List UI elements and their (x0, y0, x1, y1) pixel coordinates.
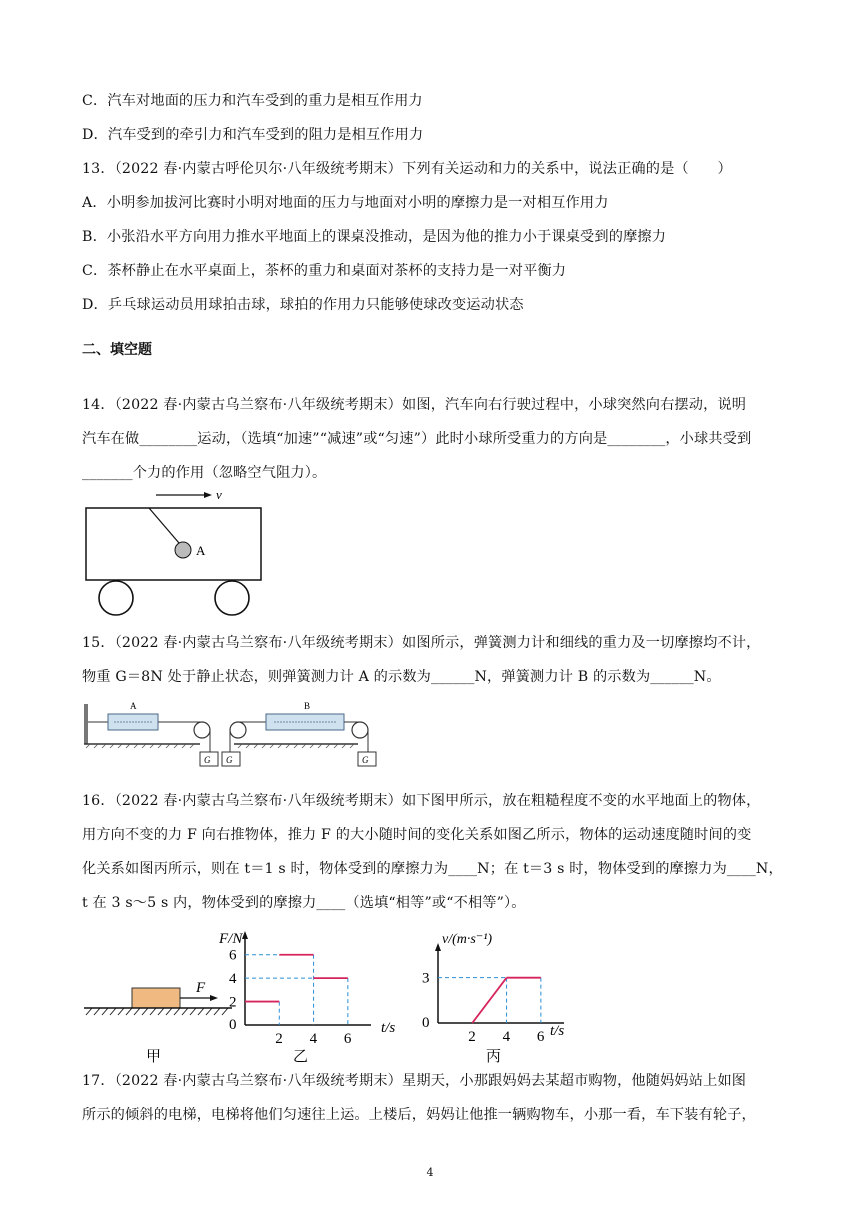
pendulum-string (149, 508, 179, 543)
bing-x-tick-6: 6 (536, 1029, 545, 1045)
bing-segment-2 (472, 978, 506, 1023)
bing-y-arrow (435, 943, 441, 951)
bing-ylabel: v/(m·s⁻¹) (442, 932, 493, 947)
meter-a-label: A (130, 701, 137, 711)
question-17-line1: 17．（2022 春·内蒙古乌兰察布·八年级统考期末）星期天，小那跟妈妈去某超市购物，他随妈妈站上如图 (82, 1073, 747, 1089)
velocity-label: v (216, 487, 222, 502)
ground-hatch (86, 1008, 228, 1015)
block (132, 988, 180, 1008)
question-16-line2: 用方向不变的力 F 向右推物体，推力 F 的大小随时间的变化关系如图乙所示，物体的运动速度随时间的变 (82, 827, 752, 843)
bing-origin: 0 (422, 1015, 430, 1031)
bing-xlabel: t/s (550, 1023, 565, 1039)
question-16-line4: t 在 3 s～5 s 内，物体受到的摩擦力____（选填“相等”或“不相等”）。 (82, 895, 526, 911)
weight-a-label: G (204, 755, 211, 765)
yi-y-tick-4: 4 (229, 971, 237, 988)
pulley-b-left (230, 722, 246, 738)
option-d-q12: D．汽车受到的牵引力和汽车受到的阻力是相互作用力 (82, 127, 424, 143)
yi-y-arrow (242, 931, 248, 939)
chart-bing (408, 925, 583, 1065)
question-14-line3: _______个力的作用（忽略空气阻力）。 (82, 465, 327, 481)
yi-xlabel: t/s (381, 1020, 396, 1036)
question-14-line1: 14．（2022 春·内蒙古乌兰察布·八年级统考期末）如图，汽车向右行驶过程中，小球突然向右摆动，说明 (82, 397, 747, 413)
question-15-line1: 15．（2022 春·内蒙古乌兰察布·八年级统考期末）如图所示，弹簧测力计和细线的重力及一切摩擦均不计， (82, 635, 761, 651)
caption-bing: 丙 (486, 1049, 502, 1065)
caption-jia: 甲 (146, 1049, 162, 1065)
yi-y-tick-6: 6 (229, 947, 237, 964)
pendulum-ball (175, 542, 191, 558)
bing-x-tick-2: 2 (468, 1029, 476, 1045)
weight-b-right-label: G (362, 755, 369, 765)
yi-x-tick-2: 2 (275, 1031, 283, 1047)
question-15-line2: 物重 G＝8N 处于静止状态，则弹簧测力计 A 的示数为______N，弹簧测力计 B 的示数为______N。 (82, 669, 721, 685)
yi-ylabel: F/N (219, 931, 243, 947)
yi-origin: 0 (229, 1017, 237, 1033)
pulley-a (194, 722, 210, 738)
option-a-q13: A．小明参加拔河比赛时小明对地面的压力与地面对小明的摩擦力是一对相互作用力 (82, 195, 609, 211)
question-14-line2: 汽车在做________运动，（选填“加速”“减速”或“匀速”）此时小球所受重力的方向是________，小球共受到 (82, 431, 752, 447)
option-c-q12: C．汽车对地面的压力和汽车受到的重力是相互作用力 (82, 93, 423, 109)
question-17-line2: 所示的倾斜的电梯，电梯将他们匀速往上运。上楼后，妈妈让他推一辆购物车，小那一看，车下装有轮子， (82, 1107, 756, 1123)
wheel-left (99, 581, 133, 615)
figure-14-car (82, 485, 282, 620)
wall (84, 704, 88, 744)
yi-x-tick-4: 4 (309, 1031, 318, 1047)
yi-y-tick-2: 2 (229, 994, 237, 1011)
figure-15-spring-meters (82, 696, 392, 772)
yi-x-tick-6: 6 (343, 1031, 352, 1047)
velocity-arrowhead (204, 492, 212, 498)
bing-x-tick-4: 4 (502, 1029, 511, 1045)
question-13: 13．（2022 春·内蒙古呼伦贝尔·八年级统考期末）下列有关运动和力的关系中，说法正确的是（ ） (82, 161, 732, 177)
caption-yi: 乙 (293, 1049, 309, 1065)
page-number: 4 (426, 1166, 434, 1179)
force-label: F (196, 980, 206, 996)
option-d-q13: D．乒乓球运动员用球拍击球，球拍的作用力只能够使球改变运动状态 (82, 297, 524, 313)
ball-label: A (196, 543, 206, 558)
question-16-line1: 16．（2022 春·内蒙古乌兰察布·八年级统考期末）如下图甲所示，放在粗糙程度不变的水平地面上的物体， (82, 793, 761, 809)
bing-y-tick-3: 3 (422, 970, 430, 987)
wheel-right (215, 581, 249, 615)
question-16-line3: 化关系如图丙所示，则在 t＝1 s 时，物体受到的摩擦力为____N；在 t＝3 s 时，物体受到的摩擦力为____N， (82, 861, 783, 877)
chart-yi (215, 925, 405, 1065)
meter-b-label: B (304, 701, 311, 711)
weight-b-left-label: G (226, 755, 233, 765)
section-heading: 二、填空题 (82, 342, 152, 358)
car-body (86, 508, 261, 580)
option-b-q13: B．小张沿水平方向用力推水平地面上的课桌没推动，是因为他的推力小于课桌受到的摩擦力 (82, 229, 667, 245)
pulley-b-right (352, 722, 368, 738)
option-c-q13: C．茶杯静止在水平桌面上，茶杯的重力和桌面对茶杯的支持力是一对平衡力 (82, 263, 567, 279)
